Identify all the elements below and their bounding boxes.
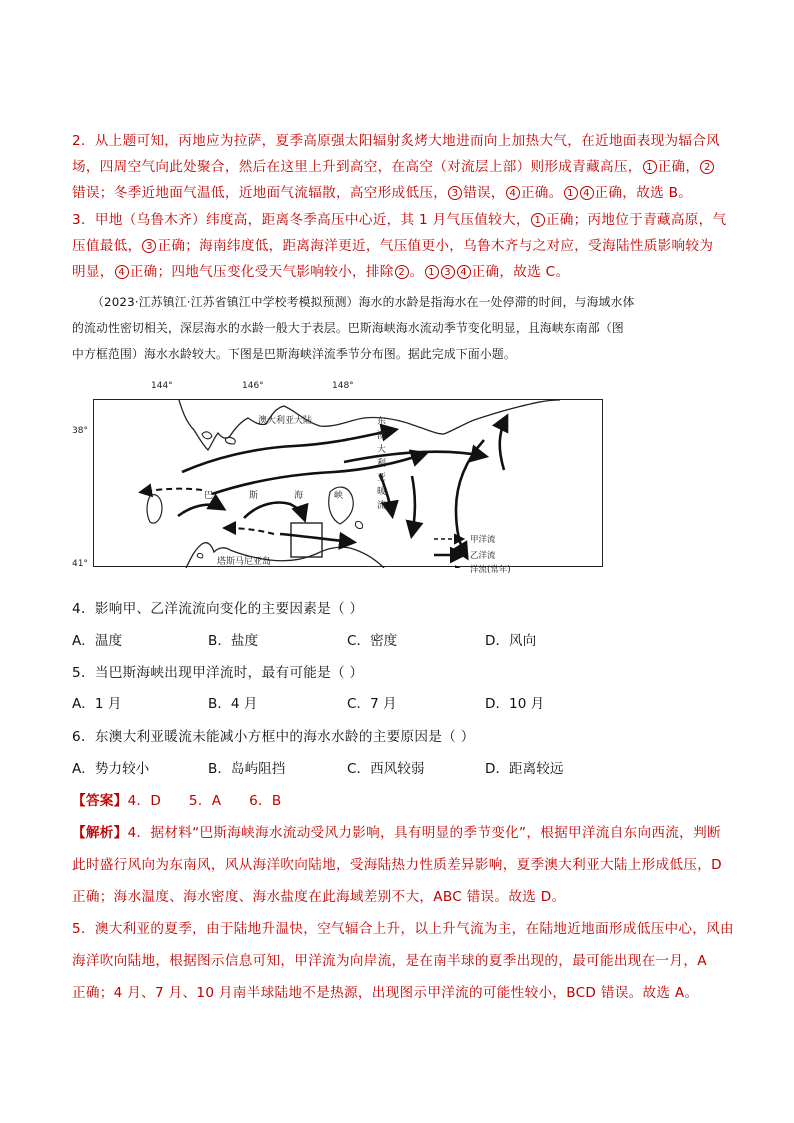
question-4-stem: 4．影响甲、乙洋流流向变化的主要因素是（ ） bbox=[72, 601, 364, 617]
jia-current-south-arrow bbox=[226, 528, 274, 534]
circled-3: 3 bbox=[142, 239, 156, 253]
material-line-1: （2023·江苏镇江·江苏省镇江中学校考模拟预测）海水的水龄是指海水在一处停滞的时间，与海域水体 bbox=[92, 295, 635, 309]
current-down2-arrow bbox=[412, 476, 415, 534]
current-west-hook-arrow bbox=[178, 505, 222, 516]
answer-2-line-2 bbox=[72, 157, 715, 177]
circled-1: 1 bbox=[425, 265, 439, 279]
analysis-line-3: 正确；海水温度、海水密度、海水盐度在此海域差别不大，ABC 错误。故选 D。 bbox=[72, 889, 566, 905]
circled-3: 3 bbox=[441, 265, 455, 279]
analysis-line-5: 海洋吹向陆地，根据图示信息可知，甲洋流为向岸流，是在南半球的夏季出现的，最可能出现在一月，A bbox=[72, 953, 707, 969]
question-5-option-b: B．4 月 bbox=[208, 696, 258, 712]
strait-char-xia: 峡 bbox=[334, 491, 344, 501]
circled-4: 4 bbox=[457, 265, 471, 279]
king-island bbox=[147, 495, 162, 523]
answer-key-label: 【答案】 bbox=[72, 793, 128, 809]
circled-3: 3 bbox=[448, 186, 462, 200]
text: 压值最低， bbox=[72, 238, 142, 254]
jia-current-west-arrow bbox=[142, 489, 202, 492]
circled-2: 2 bbox=[700, 160, 714, 174]
current-char: 暖 bbox=[377, 487, 387, 497]
current-char: 流 bbox=[377, 501, 387, 511]
text: 场，四周空气向此处聚合，然后在这里上升到高空，在高空（对流层上部）则形成青藏高压， bbox=[72, 159, 642, 175]
circled-4: 4 bbox=[115, 265, 129, 279]
answer-key bbox=[72, 791, 282, 811]
current-char: 利 bbox=[377, 459, 387, 469]
circled-1: 1 bbox=[531, 213, 545, 227]
legend-jia-label: 甲洋流 bbox=[470, 535, 496, 545]
text: 。 bbox=[409, 264, 424, 280]
small-island bbox=[355, 521, 362, 528]
lon-146-label: 146° bbox=[242, 381, 264, 391]
analysis-line-2: 此时盛行风向为东南风，风从海洋吹向陆地，受海陆热力性质差异影响，夏季澳大利亚大陆上形成低压，D bbox=[72, 857, 722, 873]
current-up-arrow bbox=[500, 418, 506, 470]
text: 正确；四地气压变化受天气影响较小，排除 bbox=[129, 264, 394, 280]
material-line-2: 的流动性密切相关，深层海水的水龄一般大于表层。巴斯海峡海水流动季节变化明显，且海峡东南部（图 bbox=[72, 321, 624, 335]
answer-3-line-1 bbox=[72, 210, 726, 230]
tasmania-coastline bbox=[186, 543, 384, 568]
current-char: 亚 bbox=[377, 473, 387, 483]
lon-148-label: 148° bbox=[332, 381, 354, 391]
circled-1: 1 bbox=[564, 186, 578, 200]
answer-2-line-1 bbox=[72, 131, 720, 151]
current-loop-arrow bbox=[244, 503, 304, 518]
lon-144-label: 144° bbox=[151, 381, 173, 391]
question-5-option-a: A．1 月 bbox=[72, 696, 122, 712]
question-5-stem: 5．当巴斯海峡出现甲洋流时，最有可能是（ ） bbox=[72, 665, 364, 681]
map-graphics bbox=[94, 400, 604, 568]
text: 2．从上题可知，丙地应为拉萨，夏季高原强太阳辐射炙烤大地进而向上加热大气，在近地面表现为辐合风 bbox=[72, 133, 721, 149]
circled-1: 1 bbox=[643, 160, 657, 174]
question-6-option-a: A．势力较小 bbox=[72, 761, 150, 777]
question-6-option-b: B．岛屿阻挡 bbox=[208, 761, 286, 777]
current-char: 澳 bbox=[377, 431, 387, 441]
question-5-option-d: D．10 月 bbox=[485, 696, 545, 712]
lat-41-label: 41° bbox=[72, 559, 88, 569]
text: 错误；冬季近地面气温低，近地面气流辐散，高空形成低压， bbox=[72, 185, 448, 201]
question-5-option-c: C．7 月 bbox=[347, 696, 397, 712]
coastal-islet bbox=[202, 432, 212, 439]
text: 4．据材料“巴斯海峡海水流动受风力影响，具有明显的季节变化”，根据甲洋流自东向西流，判断 bbox=[127, 825, 721, 841]
australia-label: 澳大利亚大陆 bbox=[258, 416, 313, 426]
text: 正确， bbox=[657, 159, 700, 175]
text: 正确；丙地位于青藏高原，气 bbox=[545, 212, 727, 228]
tasmania-label: 塔斯马尼亚岛 bbox=[217, 557, 272, 567]
answer-3-line-3 bbox=[72, 262, 569, 282]
small-island bbox=[197, 553, 203, 558]
question-6-stem: 6．东澳大利亚暖流未能减小方框中的海水水龄的主要原因是（ ） bbox=[72, 729, 475, 745]
current-char: 大 bbox=[377, 445, 387, 455]
legend-yi-label: 乙洋流 bbox=[470, 551, 496, 561]
current-mid-arrow bbox=[212, 454, 424, 494]
strait-char-hai: 海 bbox=[294, 491, 304, 501]
bass-strait-map bbox=[93, 399, 603, 575]
analysis-label: 【解析】 bbox=[72, 825, 128, 841]
text: 正确。 bbox=[520, 185, 563, 201]
lat-38-label: 38° bbox=[72, 426, 88, 436]
analysis-line-6: 正确；4 月、7 月、10 月南半球陆地不是热源，出现图示甲洋流的可能性较小，BCD 错误。故选 A。 bbox=[72, 985, 699, 1001]
question-4-option-a: A．温度 bbox=[72, 633, 123, 649]
answer-3-line-2 bbox=[72, 236, 713, 256]
question-6-option-d: D．距离较远 bbox=[485, 761, 564, 777]
circled-4: 4 bbox=[580, 186, 594, 200]
text: 正确；海南纬度低，距离海洋更近，气压值更小，乌鲁木齐与之对应，受海陆性质影响较为 bbox=[157, 238, 714, 254]
text: 错误， bbox=[463, 185, 505, 201]
map-legend bbox=[434, 539, 462, 568]
text: 正确，故选 B。 bbox=[594, 185, 693, 201]
text: 3．甲地（乌鲁木齐）纬度高，距离冬季高压中心近，其 1 月气压值较大， bbox=[72, 212, 530, 228]
text: 正确，故选 C。 bbox=[471, 264, 570, 280]
circled-2: 2 bbox=[395, 265, 409, 279]
answer-key-text: 4．D 5．A 6．B bbox=[127, 793, 282, 809]
analysis-line-1 bbox=[72, 823, 721, 843]
material-line-3: 中方框范围）海水水龄较大。下图是巴斯海峡洋流季节分布图。据此完成下面小题。 bbox=[72, 347, 516, 361]
strait-char-si: 斯 bbox=[249, 491, 259, 501]
strait-char-ba: 巴 bbox=[204, 491, 214, 501]
study-area-box bbox=[291, 523, 322, 557]
question-4-option-d: D．风向 bbox=[485, 633, 537, 649]
current-north-arrow bbox=[182, 430, 394, 472]
current-char: 东 bbox=[377, 417, 387, 427]
answer-2-line-3 bbox=[72, 183, 692, 203]
analysis-line-4: 5．澳大利亚的夏季，由于陆地升温快，空气辐合上升，以上升气流为主，在陆地近地面形成低压中心，风由 bbox=[72, 921, 734, 937]
question-4-option-c: C．密度 bbox=[347, 633, 398, 649]
question-6-option-c: C．西风较弱 bbox=[347, 761, 425, 777]
question-4-option-b: B．盐度 bbox=[208, 633, 259, 649]
text: 明显， bbox=[72, 264, 114, 280]
circled-4: 4 bbox=[506, 186, 520, 200]
legend-perennial-label: 洋流(常年) bbox=[470, 565, 511, 575]
